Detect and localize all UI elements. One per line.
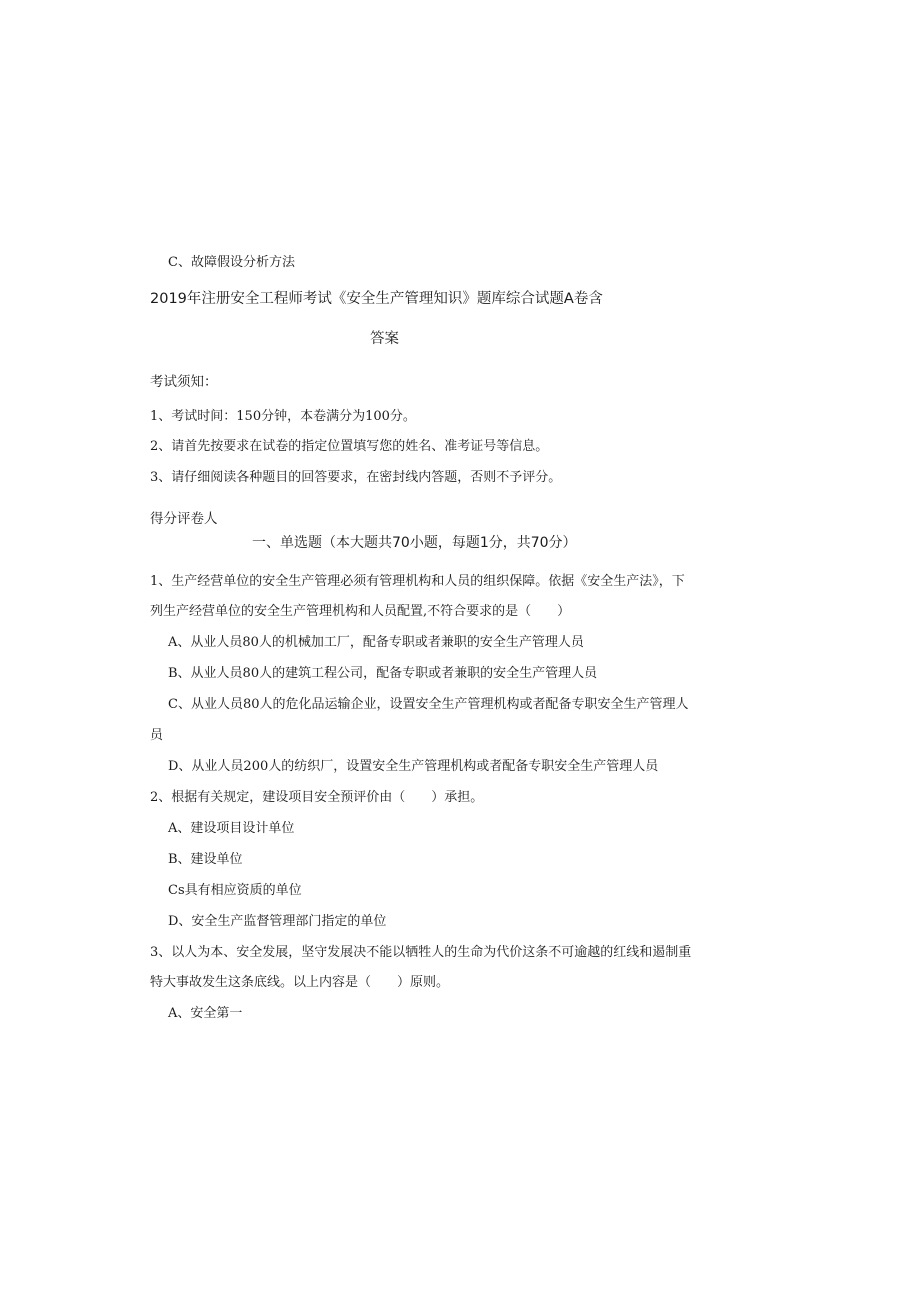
question-3-option-a: A、安全第一 bbox=[168, 1006, 243, 1021]
question-1-stem: 1、生产经营单位的安全生产管理必须有管理机构和人员的组织保障。依据《安全生产法》，下 bbox=[150, 574, 685, 589]
question-2-option-b: B、建设单位 bbox=[168, 852, 243, 867]
notice-item: 1、考试时间：150分钟，本卷满分为100分。 bbox=[150, 409, 416, 424]
question-1-option-d: D、从业人员200人的纺织厂，设置安全生产管理机构或者配备专职安全生产管理人员 bbox=[168, 759, 659, 774]
question-1-stem-continued: 列生产经营单位的安全生产管理机构和人员配置,不符合要求的是（ ） bbox=[150, 604, 571, 619]
question-2-option-d: D、安全生产监督管理部门指定的单位 bbox=[168, 914, 387, 929]
section-title: 一、单选题（本大题共70小题，每题1分，共70分） bbox=[252, 535, 577, 551]
question-3-stem-continued: 特大事故发生这条底线。以上内容是（ ）原则。 bbox=[150, 975, 450, 990]
question-1-option-b: B、从业人员80人的建筑工程公司，配备专职或者兼职的安全生产管理人员 bbox=[168, 666, 598, 681]
question-1-option-a: A、从业人员80人的机械加工厂，配备专职或者兼职的安全生产管理人员 bbox=[168, 635, 584, 650]
exam-title-continued: 答案 bbox=[370, 331, 399, 347]
notice-heading: 考试须知： bbox=[150, 374, 218, 390]
question-1-option-c: C、从业人员80人的危化品运输企业，设置安全生产管理机构或者配备专职安全生产管理人 bbox=[168, 697, 689, 712]
question-2-stem: 2、根据有关规定，建设项目安全预评价由（ ）承担。 bbox=[150, 790, 484, 805]
exam-title: 2019年注册安全工程师考试《安全生产管理知识》题库综合试题A卷含 bbox=[150, 291, 603, 307]
notice-item: 2、请首先按要求在试卷的指定位置填写您的姓名、准考证号等信息。 bbox=[150, 439, 549, 454]
question-3-stem: 3、以人为本、安全发展，坚守发展决不能以牺牲人的生命为代价这条不可逾越的红线和遏制重 bbox=[150, 945, 692, 960]
question-1-option-c-continued: 员 bbox=[150, 728, 164, 743]
previous-question-option: C、故障假设分析方法 bbox=[168, 255, 295, 270]
question-2-option-a: A、建设项目设计单位 bbox=[168, 821, 295, 836]
notice-item: 3、请仔细阅读各种题目的回答要求，在密封线内答题，否则不予评分。 bbox=[150, 470, 562, 485]
score-label: 得分评卷人 bbox=[150, 511, 218, 527]
question-2-option-c: Cs具有相应资质的单位 bbox=[168, 883, 302, 898]
